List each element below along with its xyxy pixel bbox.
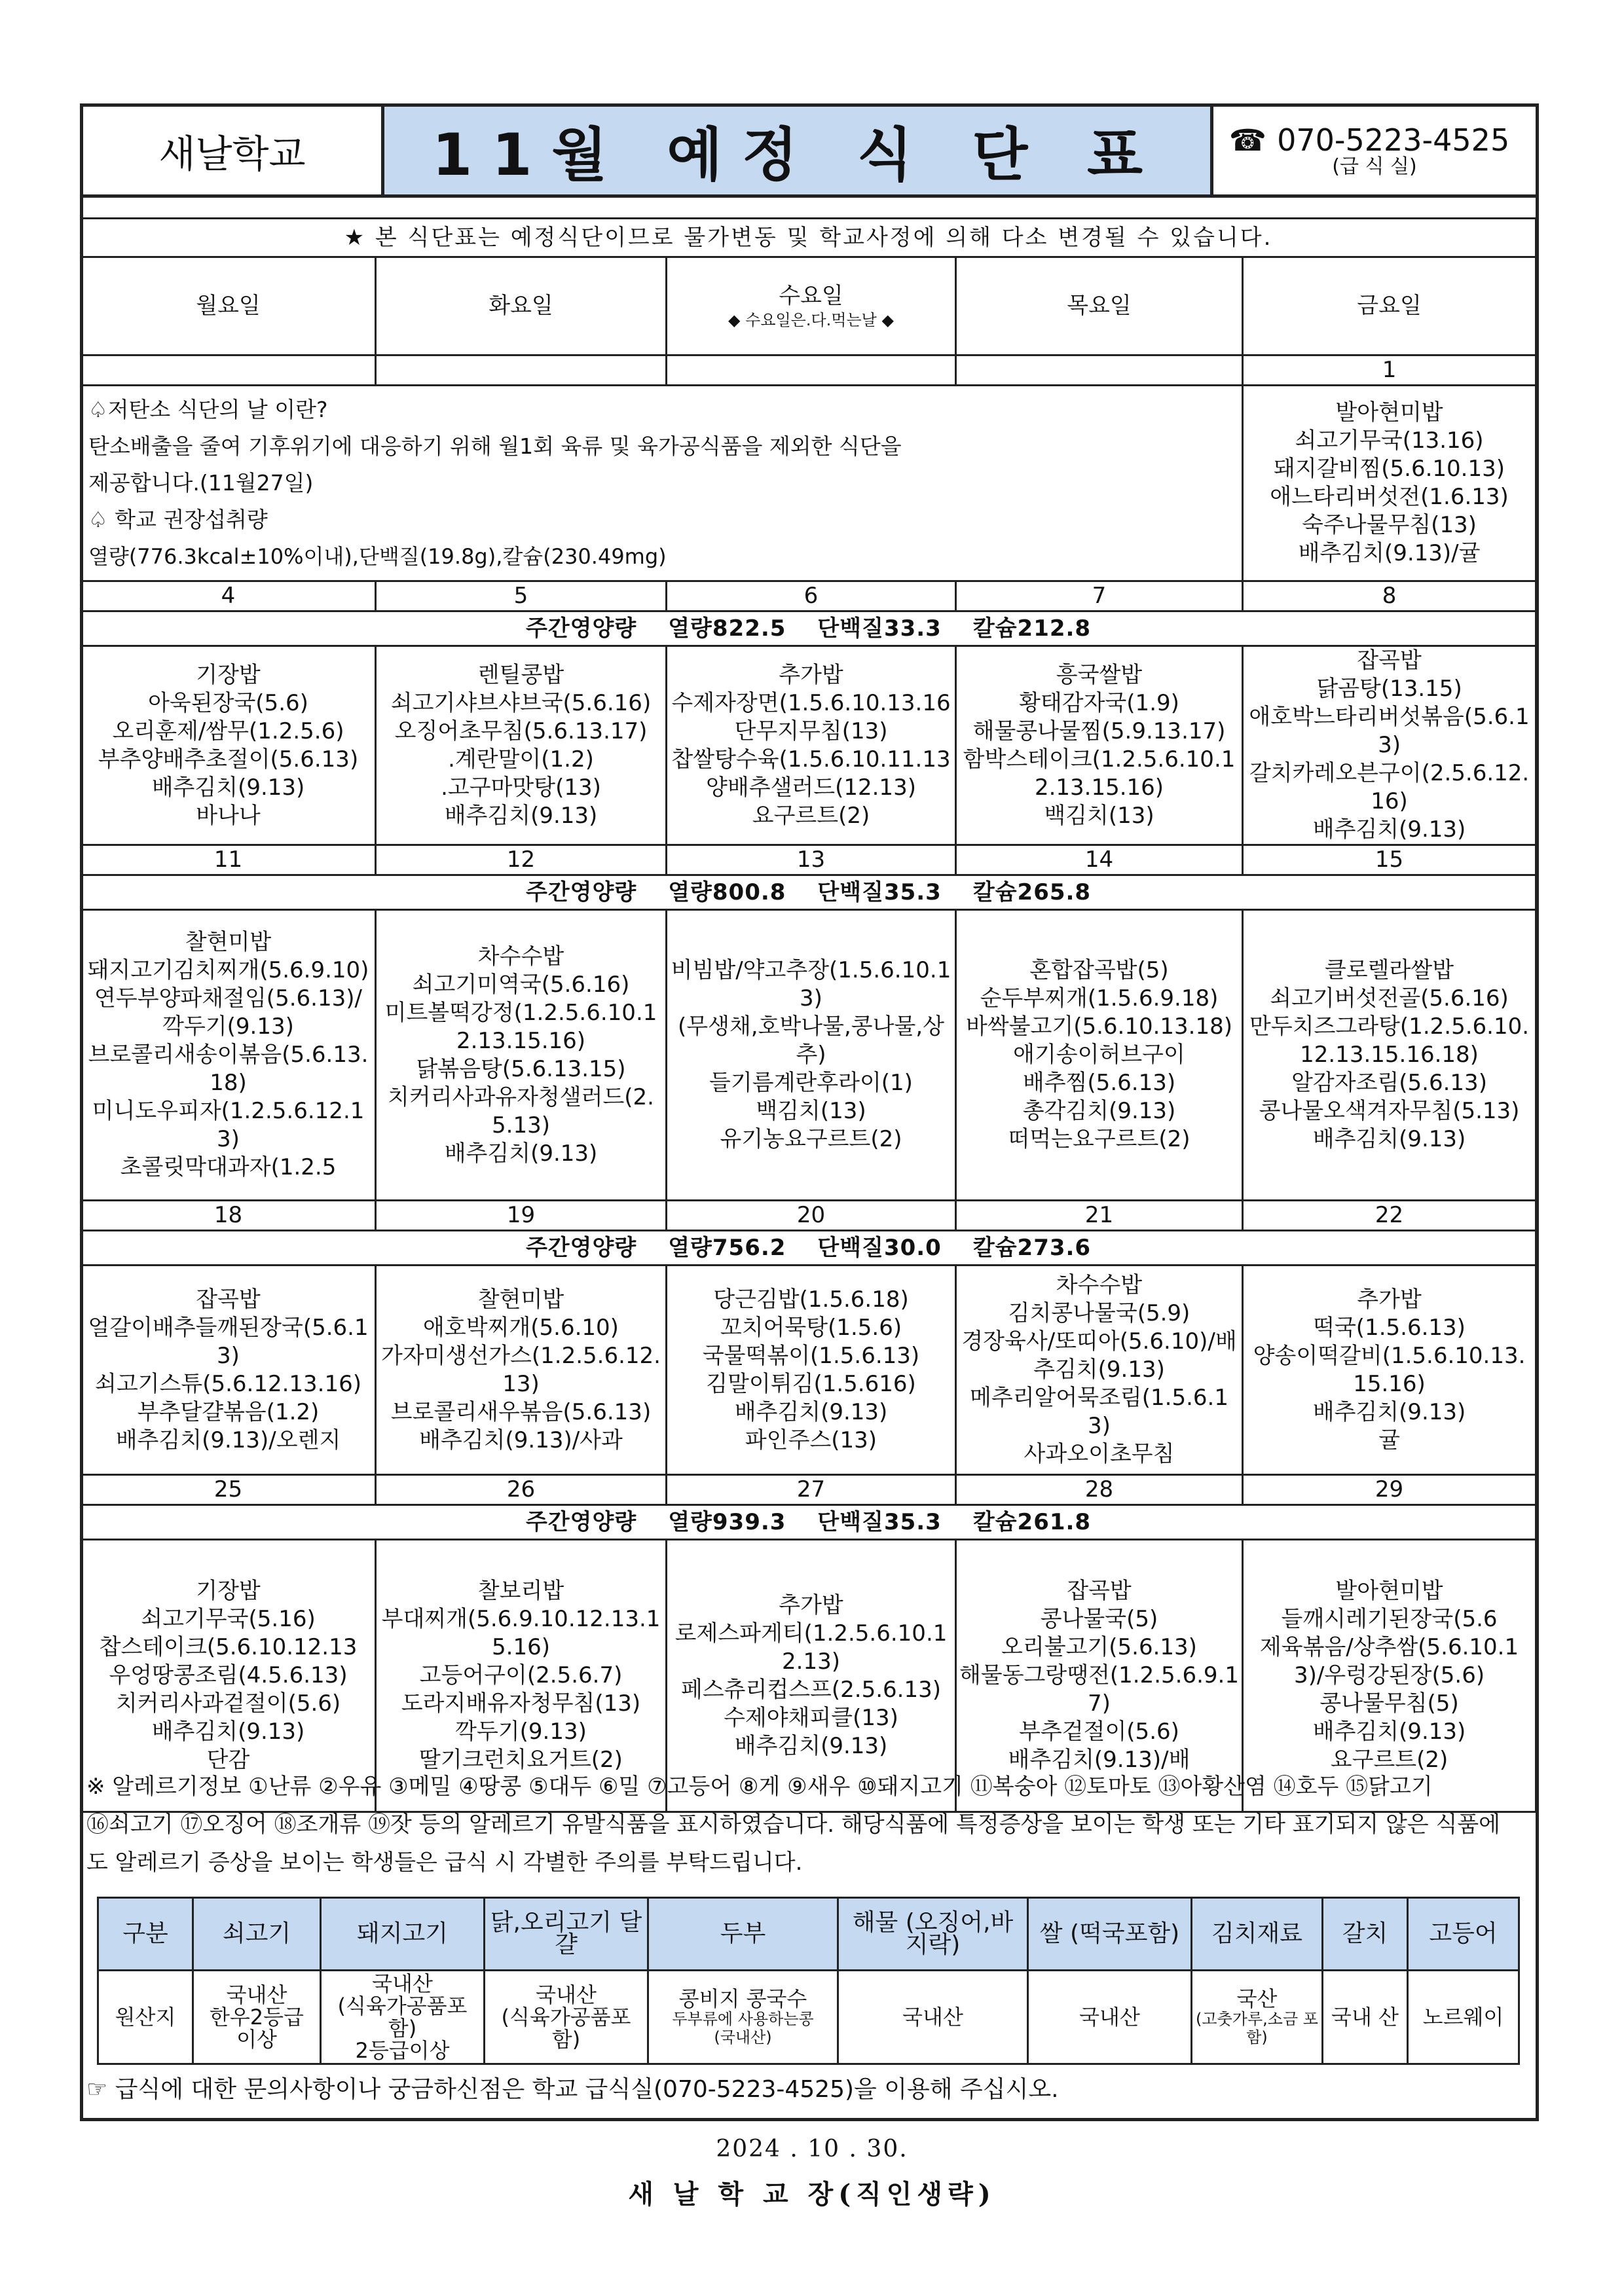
menu-item: 오리불고기(5.6.13) xyxy=(1001,1634,1197,1660)
menu-item: 브로콜리새우볶음(5.6.13) xyxy=(390,1398,652,1425)
menu-cell xyxy=(956,1266,1243,1475)
inquiry: ☞ 급식에 대한 문의사항이나 궁금하신점은 학교 급식실(070-5223-4525)을 이용해 주십시오. xyxy=(86,2076,1059,2103)
menu-item: 부추달걀볶음(1.2) xyxy=(137,1398,320,1425)
weekly-nutrition: 주간영양량 열량756.2 단백질30.0 칼슘273.6 xyxy=(81,1231,1536,1266)
menu-item: 배추김치(9.13) xyxy=(734,1398,888,1425)
week4-nums: 18 19 20 21 22 xyxy=(81,1201,1536,1231)
menu-item: 배추김치(9.13) xyxy=(444,802,598,829)
allergy-info: ※ 알레르기정보 ①난류 ②우유 ③메밀 ④땅콩 ⑤대두 ⑥밀 ⑦고등어 ⑧게 ⑨새우 ⑩돼지고기 ⑪복숭아 ⑫토마토 ⑬아황산염 ⑭호두 ⑮닭고기 ⑯쇠고기 ⑰오징어 ⑱조개류 ⑲잣 등의 알레르기 유발식품을 표시하였습니다. 해당식품에 특정증상을 보이는 학생 또는 기타 표기되지 않은 식품에 도 알레르기 증상을 보이는 학생들은 급식 시 각별한 주의를 부탁드립니다. xyxy=(86,1774,1500,1876)
day-wed: 수요일 ◆ 수요일은.다.먹는날 ◆ xyxy=(667,257,956,355)
menu-item: 귤 xyxy=(1378,1427,1400,1453)
menu-item: 돼지갈비찜(5.6.10.13) xyxy=(1274,456,1505,482)
menu-cell xyxy=(1243,386,1536,581)
menu-item: 총각김치(9.13) xyxy=(1022,1098,1176,1124)
day-thu: 목요일 xyxy=(956,257,1243,355)
menu-item: 부추양배추초절이(5.6.13) xyxy=(98,746,359,773)
origin-cell xyxy=(1192,1971,1323,2064)
menu-item: 치커리사과겉절이(5.6) xyxy=(115,1690,341,1717)
menu-item: 수제야채피클(13) xyxy=(724,1704,898,1731)
principal: 새 날 학 교 장(직인생략) xyxy=(628,2179,996,2210)
menu-cell xyxy=(81,910,376,1201)
week2-nums: 4 5 6 7 8 xyxy=(81,581,1536,611)
menu-item: 제육볶음/상추쌈(5.6.10.13)/우렁강된장(5.6) xyxy=(1259,1634,1519,1688)
menu-item: 고등어구이(2.5.6.7) xyxy=(419,1662,623,1688)
menu-item: 국내산 xyxy=(226,1982,287,2007)
low-carbon-info: ♤저탄소 식단의 날 이란? 탄소배출을 줄여 기후위기에 대응하기 위해 월1회 육류 및 육가공식품을 제외한 식단을 제공합니다.(11월27일) ♤ 학교 권장섭취량 열량(776.3kcal±10%이내),단백질(19.8g),칼슘(230.49mg) xyxy=(81,386,1243,581)
menu-item: 들기름계란후라이(1) xyxy=(709,1070,913,1096)
menu-item: 떡국(1.5.6.13) xyxy=(1313,1314,1466,1341)
menu-item: 해물동그랑땡전(1.2.5.6.9.17) xyxy=(959,1662,1240,1717)
phone-number: 070-5223-4525 xyxy=(1277,122,1510,158)
menu-cell xyxy=(376,910,667,1201)
menu-item: 딸기크런치요거트(2) xyxy=(419,1747,623,1773)
day-wed-sub: ◆ 수요일은.다.먹는날 ◆ xyxy=(728,311,894,329)
menu-item: 순두부찌개(1.5.6.9.18) xyxy=(980,985,1219,1011)
origin-cell xyxy=(485,1971,648,2064)
menu-item: 요구르트(2) xyxy=(752,802,870,829)
menu-item: 김말이튀김(1.5.616) xyxy=(706,1370,916,1397)
recommended-intake: 열량(776.3kcal±10%이내),단백질(19.8g),칼슘(230.49mg) xyxy=(88,544,667,569)
menu-item: 콩나물무침(5) xyxy=(1320,1690,1459,1717)
menu-item: 한우2등급 xyxy=(209,2005,304,2030)
menu-item: 국내산 xyxy=(372,1971,433,1996)
menu-cell xyxy=(81,646,376,845)
menu-item: 오리훈제/쌈무(1.2.5.6) xyxy=(112,718,344,744)
menu-item: 차수수밥 xyxy=(1056,1272,1143,1298)
menu-item: 찹쌀탕수육(1.5.6.10.11.13 xyxy=(671,746,951,773)
menu-item: (식육가공품포함) xyxy=(337,1994,468,2041)
menu-item: 오징어초무침(5.6.13.17) xyxy=(394,718,648,744)
header xyxy=(80,103,1539,198)
menu-item: 배추김치(9.13) xyxy=(444,1140,598,1167)
menu-item: 찰현미밥 xyxy=(185,929,272,955)
menu-item: 배추김치(9.13)/사과 xyxy=(419,1427,623,1453)
menu-item: 배추찜(5.6.13) xyxy=(1022,1070,1176,1096)
date-num: 1 xyxy=(1243,355,1536,386)
menu-cell xyxy=(956,910,1243,1201)
menu-item: 혼합잡곡밥(5) xyxy=(1029,957,1169,983)
menu-item: 두부류에 사용하는콩 xyxy=(672,2010,814,2028)
menu-item: 쇠고기버섯전골(5.6.16) xyxy=(1270,985,1509,1011)
menu-item: 쇠고기무국(13.16) xyxy=(1295,428,1484,454)
menu-cell xyxy=(81,1266,376,1475)
menu-item: 백김치(13) xyxy=(1044,802,1154,829)
menu-item: 만두치즈그라탕(1.2.5.6.10.12.13.15.16.18) xyxy=(1249,1013,1530,1068)
menu-item: 배추김치(9.13)/귤 xyxy=(1298,540,1481,566)
info-title2: ♤ 학교 권장섭취량 xyxy=(88,507,268,532)
menu-cell xyxy=(1243,910,1536,1201)
page-title: 11월 예정 식 단 표 xyxy=(384,107,1213,194)
menu-item: 도라지배유자청무침(13) xyxy=(401,1690,641,1717)
menu-item: 찰현미밥 xyxy=(477,1286,564,1313)
menu-item: 국산 xyxy=(1236,1986,1278,2011)
menu-item: 배추김치(9.13) xyxy=(151,1719,305,1745)
menu-item: 숙주나물무침(13) xyxy=(1302,512,1477,538)
menu-item: 기장밥 xyxy=(196,661,261,688)
menu-item: 로제스파게티(1.2.5.6.10.12.13) xyxy=(674,1620,948,1675)
menu-item: 배추김치(9.13) xyxy=(1312,816,1466,843)
menu-item: 바싹불고기(5.6.10.13.18) xyxy=(965,1013,1233,1040)
date: 2024 . 10 . 30. xyxy=(716,2136,908,2162)
menu-item: 떠먹는요구르트(2) xyxy=(1008,1126,1190,1152)
menu-cell xyxy=(667,910,956,1201)
menu-item: 초콜릿막대과자(1.2.5 xyxy=(120,1154,337,1180)
menu-item: 유기농요구르트(2) xyxy=(720,1126,902,1152)
menu-cell xyxy=(1243,1266,1536,1475)
menu-item: 콩나물오색겨자무침(5.13) xyxy=(1259,1098,1520,1124)
menu-item: 치커리사과유자청샐러드(2.5.13) xyxy=(388,1084,654,1139)
menu-item: 배추김치(9.13)/오렌지 xyxy=(115,1427,341,1453)
menu-item: 2등급이상 xyxy=(355,2038,450,2063)
menu-item: 양송이떡갈비(1.5.6.10.13.15.16) xyxy=(1253,1342,1526,1397)
menu-item: 당근김밥(1.5.6.18) xyxy=(713,1286,909,1313)
menu-item: 애기송이허브구이 xyxy=(1013,1042,1185,1068)
menu-item: (무생채,호박나물,콩나물,상추) xyxy=(678,1013,944,1068)
phone-sub: (급 식 실) xyxy=(1332,155,1417,178)
menu-cell xyxy=(667,646,956,845)
info-title: ♤저탄소 식단의 날 이란? xyxy=(88,397,328,422)
menu-item: 브로콜리새송이볶음(5.6.13.18) xyxy=(88,1042,369,1096)
menu-item: 닭곰탕(13.15) xyxy=(1316,676,1462,702)
menu-item: 알감자조림(5.6.13) xyxy=(1291,1070,1487,1096)
menu-item: (고춧가루,소금 포함) xyxy=(1196,2010,1318,2047)
menu-item: 단무지무침(13) xyxy=(734,718,888,744)
menu-item: 콩비지 콩국수 xyxy=(678,1986,807,2011)
menu-item: .계란말이(1.2) xyxy=(448,746,594,773)
menu-item: 배추김치(9.13) xyxy=(151,774,305,801)
menu-item: (국내산) xyxy=(714,2028,772,2047)
weekly-nutrition: 주간영양량 열량800.8 단백질35.3 칼슘265.8 xyxy=(81,875,1536,910)
menu-item: 아욱된장국(5.6) xyxy=(148,689,308,716)
notice: ★ 본 식단표는 예정식단이므로 물가변동 및 학교사정에 의해 다소 변경될 수 있습니다. xyxy=(81,219,1536,257)
menu-item: 김치콩나물국(5.9) xyxy=(1008,1300,1190,1326)
menu-item: 사과오이초무침 xyxy=(1024,1441,1175,1467)
day-mon: 월요일 xyxy=(81,257,376,355)
menu-item: 차수수밥 xyxy=(477,943,564,970)
menu-item: 클로렐라쌀밥 xyxy=(1324,957,1454,983)
menu-item: 찹스테이크(5.6.10.12.13 xyxy=(99,1634,358,1660)
menu-item: 기장밥 xyxy=(196,1578,261,1604)
menu-item: 배추김치(9.13) xyxy=(1312,1126,1466,1152)
menu-item: 추가밥 xyxy=(1357,1286,1422,1313)
menu-item: 깍두기(9.13) xyxy=(455,1719,587,1745)
menu-item: 요구르트(2) xyxy=(1330,1747,1449,1773)
menu-item: 흥국쌀밥 xyxy=(1056,661,1143,688)
menu-item: 우엉땅콩조림(4.5.6.13) xyxy=(109,1662,348,1688)
menu-item: 백김치(13) xyxy=(756,1098,866,1124)
menu-item: 잡곡밥 xyxy=(1067,1578,1132,1604)
menu-item: 부추겉절이(5.6) xyxy=(1019,1719,1179,1745)
menu-item: 발아현미밥 xyxy=(1335,1578,1443,1604)
menu-item: 얼갈이배추들깨된장국(5.6.13) xyxy=(88,1314,369,1369)
week3-nums: 11 12 13 14 15 xyxy=(81,845,1536,875)
menu-item: 황태감자국(1.9) xyxy=(1019,689,1179,716)
menu-cell xyxy=(1243,646,1536,845)
menu-cell xyxy=(667,1266,956,1475)
origin-cell xyxy=(648,1971,838,2064)
menu-item: 수제자장면(1.5.6.10.13.16 xyxy=(671,689,951,716)
menu-item: 추가밥 xyxy=(779,1592,843,1618)
menu-cell xyxy=(956,646,1243,845)
menu-item: 애호박찌개(5.6.10) xyxy=(423,1314,619,1341)
menu-item: 갈치카레오븐구이(2.5.6.12.16) xyxy=(1249,760,1530,814)
menu-item: 쇠고기샤브샤브국(5.6.16) xyxy=(390,689,652,716)
menu-item: 해물콩나물찜(5.9.13.17) xyxy=(972,718,1226,744)
menu-item: 배추김치(9.13)/배 xyxy=(1008,1747,1190,1773)
origin-cell xyxy=(321,1971,485,2064)
menu-item: 들깨시레기된장국(5.6 xyxy=(1281,1606,1498,1632)
menu-item: 애느타리버섯전(1.6.13) xyxy=(1270,484,1509,510)
menu-item: 닭볶음탕(5.6.13.15) xyxy=(416,1055,626,1082)
menu-item: 배추김치(9.13) xyxy=(734,1732,888,1759)
menu-item: 연두부양파채절임(5.6.13)/깍두기(9.13) xyxy=(94,985,362,1040)
menu-item: .고구마맛탕(13) xyxy=(441,774,601,801)
menu-item: 메추리알어묵조림(1.5.6.13) xyxy=(970,1385,1228,1439)
school-name: 새날학교 xyxy=(83,107,384,194)
menu-item: 비빔밥/약고추장(1.5.6.10.13) xyxy=(671,957,951,1011)
week5-nums: 25 26 27 28 29 xyxy=(81,1475,1536,1505)
menu-cell xyxy=(376,1266,667,1475)
menu-item: (식육가공품포함) xyxy=(501,2005,631,2052)
menu-item: 국내산 xyxy=(536,1982,597,2007)
menu-item: 찰보리밥 xyxy=(477,1578,564,1604)
menu-item: 미니도우피자(1.2.5.6.12.13) xyxy=(92,1098,365,1152)
origin-cell xyxy=(193,1971,321,2064)
menu-item: 애호박느타리버섯볶음(5.6.13) xyxy=(1249,704,1530,758)
menu-item: 단감 xyxy=(206,1747,250,1773)
menu-item: 양배추샐러드(12.13) xyxy=(706,774,916,801)
menu-table xyxy=(80,217,1537,1813)
menu-item: 쇠고기무국(5.16) xyxy=(141,1606,316,1632)
menu-item: 잡곡밥 xyxy=(1357,647,1422,674)
menu-item: 발아현미밥 xyxy=(1335,399,1443,426)
menu-cell xyxy=(376,646,667,845)
origin-table: 구분 쇠고기 돼지고기 닭,오리고기 달걀 두부 해물 (오징어,바지락) 쌀 (떡국포함) 김치재료 갈치 고등어 원산지 국내산 한우2등급 이상 국내산 (식육가공품포함) 2등급이상 국내산 (식육가공품포함) 콩비지 콩국수 두부류에 사용하는콩 (국내산) 국내산 국내산 국산 (고춧가루,소금 포함) 국내 산 노르웨이 xyxy=(97,1897,1520,2065)
menu-item: 배추김치(9.13) xyxy=(1312,1719,1466,1745)
menu-item: 바나나 xyxy=(196,802,261,829)
weekly-nutrition: 주간영양량 열량939.3 단백질35.3 칼슘261.8 xyxy=(81,1505,1536,1540)
menu-item: 돼지고기김치찌개(5.6.9.10) xyxy=(87,957,369,983)
day-tue: 화요일 xyxy=(376,257,667,355)
menu-item: 쇠고기미역국(5.6.16) xyxy=(412,971,630,998)
menu-item: 콩나물국(5) xyxy=(1040,1606,1158,1632)
menu-item: 쇠고기스튜(5.6.12.13.16) xyxy=(94,1370,362,1397)
menu-item: 가자미생선가스(1.2.5.6.12.13) xyxy=(380,1342,661,1397)
menu-item: 미트볼떡강정(1.2.5.6.10.12.13.15.16) xyxy=(384,999,657,1054)
menu-item: 부대찌개(5.6.9.10.12.13.15.16) xyxy=(381,1606,661,1660)
phone-icon: ☎ xyxy=(1228,122,1267,158)
menu-item: 추가밥 xyxy=(779,661,843,688)
menu-item: 함박스테이크(1.2.5.6.10.12.13.15.16) xyxy=(963,746,1236,801)
menu-item: 꼬치어묵탕(1.5.6) xyxy=(720,1314,902,1341)
day-fri: 금요일 xyxy=(1243,257,1536,355)
menu-item: 잡곡밥 xyxy=(196,1286,261,1313)
menu-item: 파인주스(13) xyxy=(745,1427,877,1453)
menu-item: 렌틸콩밥 xyxy=(477,661,564,688)
weekly-nutrition: 주간영양량 열량822.5 단백질33.3 칼슘212.8 xyxy=(81,611,1536,646)
menu-item: 이상 xyxy=(236,2027,277,2052)
menu-item: 배추김치(9.13) xyxy=(1312,1398,1466,1425)
menu-item: 국물떡볶이(1.5.6.13) xyxy=(702,1342,920,1369)
menu-item: 경장육사/또띠아(5.6.10)/배추김치(9.13) xyxy=(961,1328,1237,1383)
menu-item: 페스츄리컵스프(2.5.6.13) xyxy=(680,1676,942,1703)
phone-box xyxy=(1213,107,1536,194)
